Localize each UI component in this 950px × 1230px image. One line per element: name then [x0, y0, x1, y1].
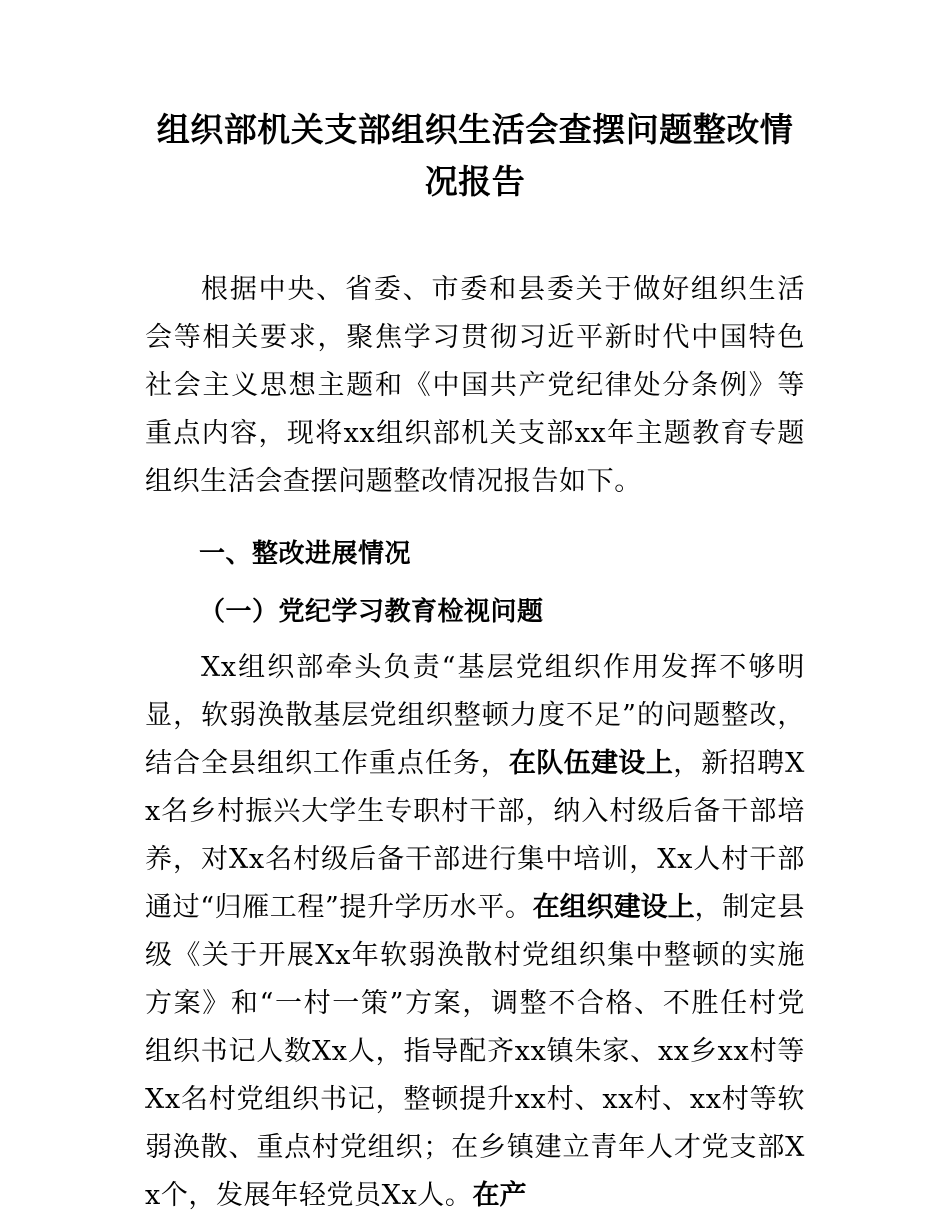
document-content: [145, 0, 805, 1220]
body-paragraph: [145, 636, 805, 1220]
subsection-heading-1-1: （一）党纪学习教育检视问题: [199, 597, 544, 627]
section-heading-1: 一、整改进展情况: [199, 539, 412, 569]
body-run-2: ，新招聘Xx名乡村振兴大学生专职村干部，纳入村级后备干部培养，对Xx名村级后备干部进行集中培训，Xx人村干部通过“归雁工程”提升学历水平。: [145, 748, 805, 923]
body-run-3: ，制定县级《关于开展Xx年软弱涣散村党组织集中整顿的实施方案》和“一村一策”方案，调整不合格、不胜任村党组织书记人数Xx人，指导配齐xx镇朱家、xx乡xx村等Xx名村党组织书记，整顿提升xx村、xx村、xx村等软弱涣散、重点村党组织；在乡镇建立青年人才党支部Xx个，发展年轻党员Xx人。: [145, 892, 806, 1211]
body-run-1: Xx组织部牵头负责“基层党组织作用发挥不够明显，软弱涣散基层党组织整顿力度不足”的问题整改，结合全县组织工作重点任务，: [145, 652, 805, 779]
body-bold-1: 在队伍建设上: [508, 748, 674, 779]
page-title: 组织部机关支部组织生活会查摆问题整改情况报告: [156, 110, 794, 201]
body-bold-2: 在组织建设上: [532, 892, 695, 923]
body-bold-3: 在产: [472, 1180, 527, 1211]
intro-paragraph: 根据中央、省委、市委和县委关于做好组织生活会等相关要求，聚焦学习贯彻习近平新时代中国特色社会主义思想主题和《中国共产党纪律处分条例》等重点内容，现将xx组织部机关支部xx年主题教育专题组织生活会查摆问题整改情况报告如下。: [145, 274, 805, 497]
